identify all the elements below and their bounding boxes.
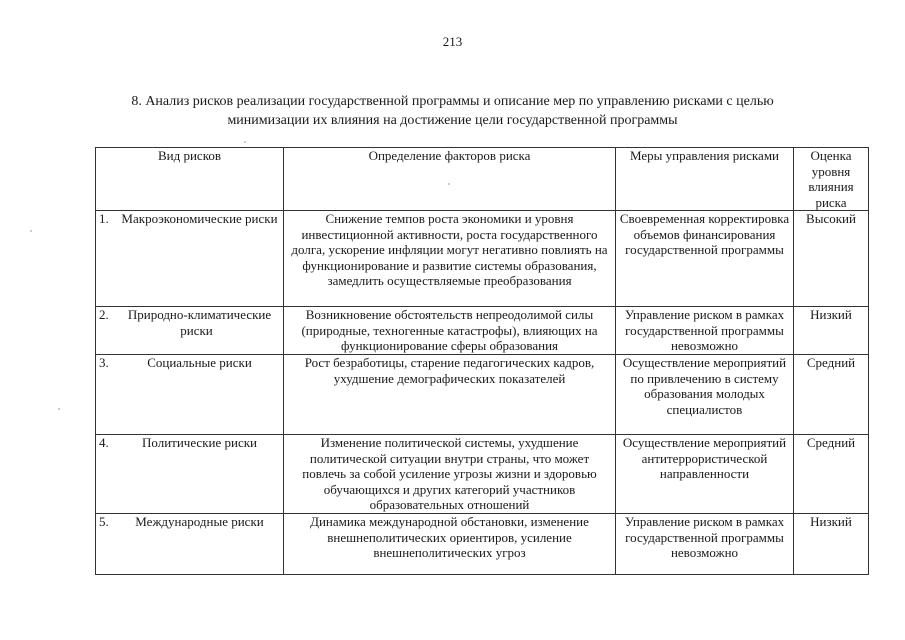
risk-type-cell [96, 355, 284, 435]
risk-type-cell [96, 307, 284, 355]
risk-factors-cell: Рост безработицы, старение педагогических кадров, ухудшение демографических показателей [284, 355, 616, 435]
table-row [96, 435, 869, 514]
row-number: 5. [99, 514, 109, 529]
header-risk-level: Оценка уровня влияния риска [794, 148, 869, 211]
table-row [96, 514, 869, 575]
risk-level-cell: Средний [794, 435, 869, 514]
risk-type: Политические риски [142, 435, 257, 450]
table-row [96, 211, 869, 307]
header-risk-measures: Меры управления рисками [616, 148, 794, 211]
risk-measures-cell: Управление риском в рамках государственной программы невозможно [616, 307, 794, 355]
scan-speck [448, 183, 450, 185]
risk-measures-cell: Управление риском в рамках государственной программы невозможно [616, 514, 794, 575]
risk-factors-cell: Изменение политической системы, ухудшение политической ситуации внутри страны, что может повлечь за собой усиление угрозы жизни и здоровью обучающихся и других категорий участников образовательных отношений [284, 435, 616, 514]
risk-level-cell: Низкий [794, 307, 869, 355]
risk-type-cell [96, 435, 284, 514]
risk-table [95, 147, 869, 575]
risk-factors-cell: Снижение темпов роста экономики и уровня инвестиционной активности, роста государственного долга, ускорение инфляции могут негативно повлиять на функционирование и развитие системы образования, замедлить осуществляемые преобразования [284, 211, 616, 307]
row-number: 1. [99, 211, 109, 226]
risk-measures-cell: Осуществление мероприятий по привлечению в систему образования молодых специалистов [616, 355, 794, 435]
header-risk-factors: Определение факторов риска [284, 148, 616, 211]
table-header-row [96, 148, 869, 211]
risk-level-cell: Высокий [794, 211, 869, 307]
heading-line-2: минимизации их влияния на достижение цели государственной программы [227, 113, 678, 128]
header-risk-type: Вид рисков [96, 148, 284, 211]
row-number: 4. [99, 435, 109, 450]
heading-line-1: 8. Анализ рисков реализации государственной программы и описание мер по управлению рисками с целью [131, 94, 774, 109]
risk-factors-cell: Динамика международной обстановки, изменение внешнеполитических ориентиров, усиление внешнеполитических угроз [284, 514, 616, 575]
risk-type: Социальные риски [147, 355, 252, 370]
table-row [96, 307, 869, 355]
risk-type-cell [96, 211, 284, 307]
scan-speck [30, 230, 32, 232]
risk-type: Макроэкономические риски [121, 211, 278, 226]
risk-measures-cell: Осуществление мероприятий антитеррористической направленности [616, 435, 794, 514]
page-number: 213 [442, 34, 463, 49]
risk-factors-cell: Возникновение обстоятельств непреодолимой силы (природные, техногенные катастрофы), влияющих на функционирование сферы образования [284, 307, 616, 355]
risk-type: Природно-климатические риски [127, 307, 272, 338]
risk-type: Международные риски [135, 514, 264, 529]
section-heading [90, 92, 815, 130]
risk-measures-cell: Своевременная корректировка объемов финансирования государственной программы [616, 211, 794, 307]
row-number: 2. [99, 307, 109, 322]
risk-level-cell: Средний [794, 355, 869, 435]
table-row [96, 355, 869, 435]
risk-level-cell: Низкий [794, 514, 869, 575]
scan-speck [244, 141, 246, 143]
scan-speck [58, 408, 60, 410]
row-number: 3. [99, 355, 109, 370]
risk-type-cell [96, 514, 284, 575]
